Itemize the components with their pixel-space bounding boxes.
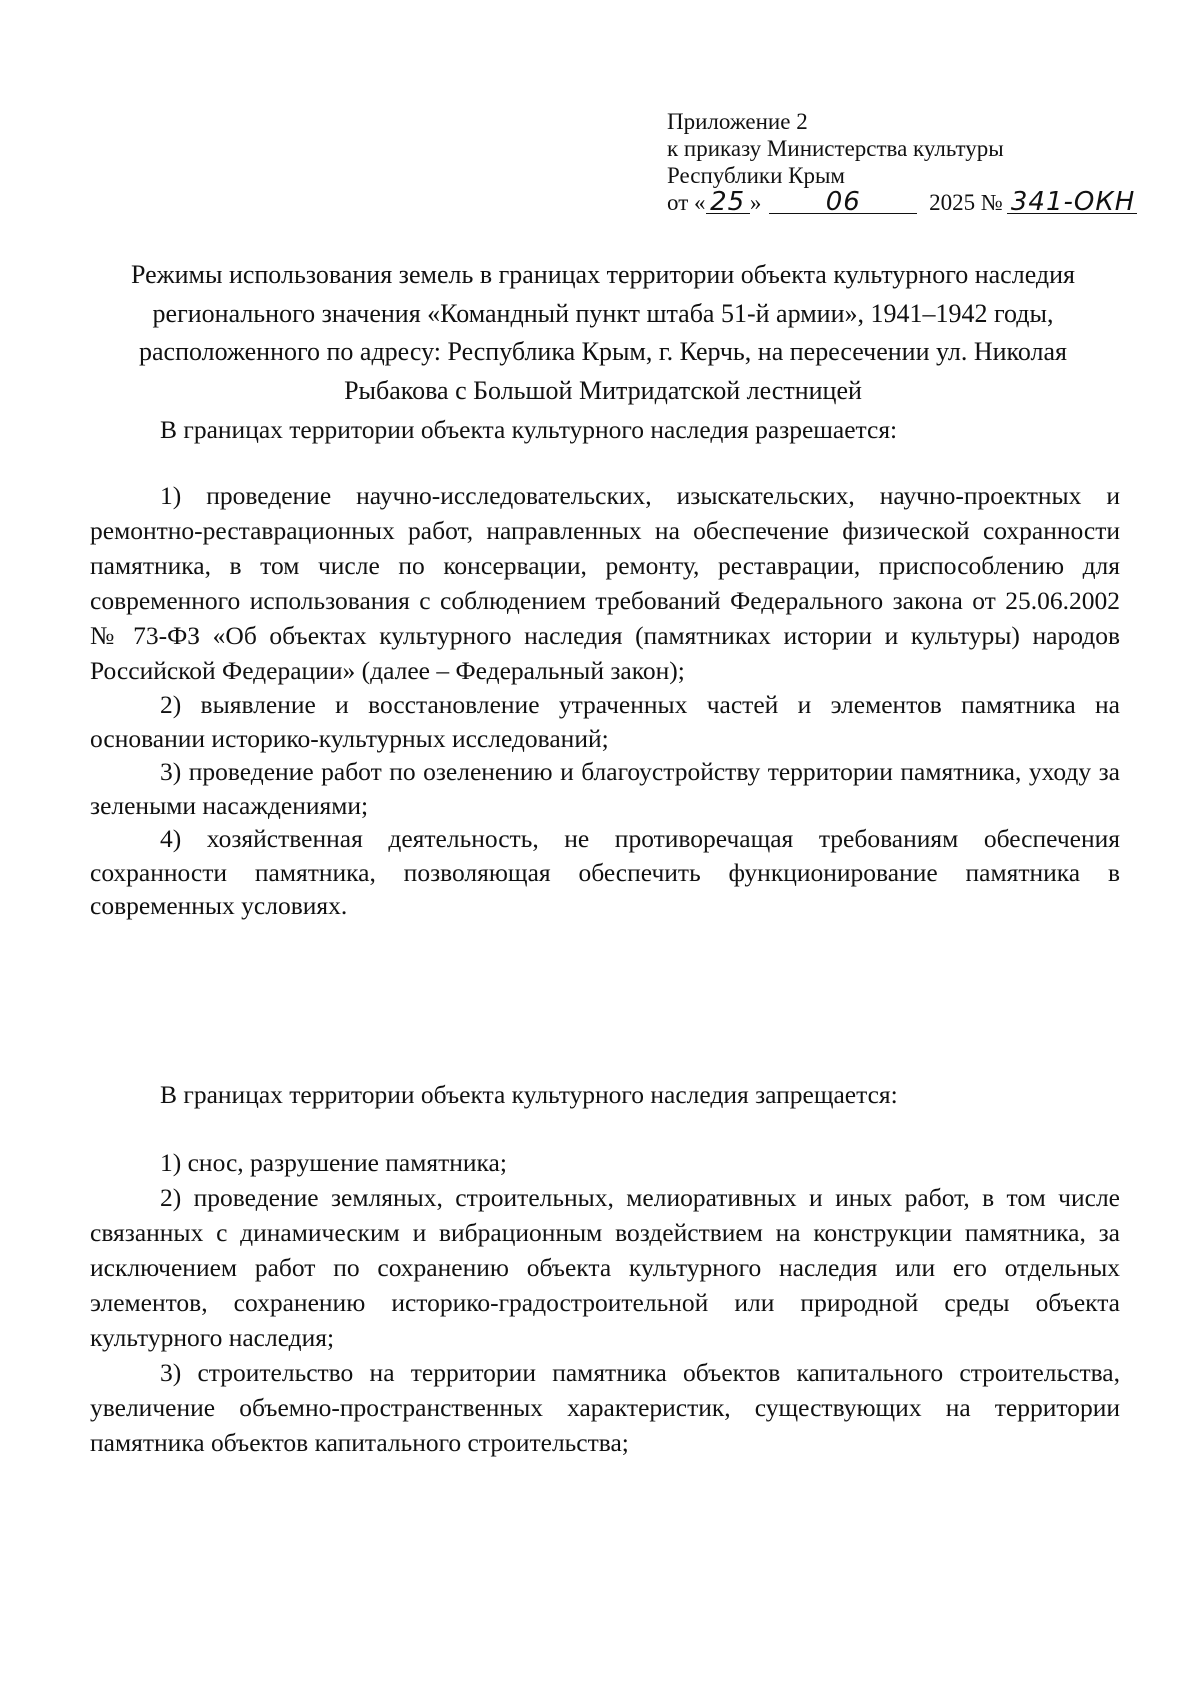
date-mid: » xyxy=(749,190,762,215)
allowed-item-1: 1) проведение научно-исследовательских, изыскательских, научно-проектных и ремонтно-реставрационных работ, направленных на обеспечение физической сохранности памятника, в том числе по консервации, ремонту, реставрации, приспособлению для современного использования с соблюдением требований Федерального закона от 25.06.2002 № 73-ФЗ «Об объектах культурного наследия (памятниках истории и культуры) народов Российской Федерации» (далее – Федеральный закон); xyxy=(90,481,1120,685)
order-date-line xyxy=(667,189,1137,216)
prohibited-item-3: 3) строительство на территории памятника объектов капитального строительства, увеличение объемно-пространственных характеристик, существующих на территории памятника объектов капитального строительства; xyxy=(90,1358,1120,1457)
date-prefix: от « xyxy=(667,190,706,215)
order-number-handwritten: 341-ОКН xyxy=(1007,191,1137,214)
allowed-item-4: 4) хозяйственная деятельность, не противоречащая требованиям обеспечения сохранности памятника, позволяющая обеспечить функционирование памятника в современных условиях. xyxy=(90,824,1120,920)
appendix-number: Приложение 2 xyxy=(667,109,808,134)
date-year: 2025 № xyxy=(929,190,1003,215)
date-month-handwritten: 06 xyxy=(769,191,917,214)
prohibited-item-2: 2) проведение земляных, строительных, мелиоративных и иных работ, в том числе связанных с динамическим и вибрационным воздействием на конструкции памятника, за исключением работ по сохранению объекта культурного наследия или его отдельных элементов, сохранению историко-градостроительной или природной среды объекта культурного наследия; xyxy=(90,1183,1120,1352)
date-day-handwritten: 25 xyxy=(706,191,750,214)
prohibited-heading: В границах территории объекта культурного наследия запрещается: xyxy=(160,1080,898,1109)
allowed-list xyxy=(90,478,1120,923)
appendix-order-ref: к приказу Министерства культуры xyxy=(667,136,1004,161)
prohibited-item-1: 1) снос, разрушение памятника; xyxy=(160,1148,507,1177)
allowed-item-2: 2) выявление и восстановление утраченных частей и элементов памятника на основании историко-культурных исследований; xyxy=(90,690,1120,753)
allowed-heading: В границах территории объекта культурного наследия разрешается: xyxy=(160,415,898,444)
prohibited-list xyxy=(90,1145,1120,1460)
allowed-item-3: 3) проведение работ по озеленению и благоустройству территории памятника, уходу за зелеными насаждениями; xyxy=(90,757,1120,820)
appendix-header xyxy=(667,108,1137,216)
document-title: Режимы использования земель в границах территории объекта культурного наследия регионального значения «Командный пункт штаба 51-й армии», 1941–1942 годы, расположенного по адресу: Республика Крым, г. Керчь, на пересечении ул. Николая Рыбакова с Большой Митридатской лестницей xyxy=(130,260,1075,405)
appendix-republic: Республики Крым xyxy=(667,163,845,188)
